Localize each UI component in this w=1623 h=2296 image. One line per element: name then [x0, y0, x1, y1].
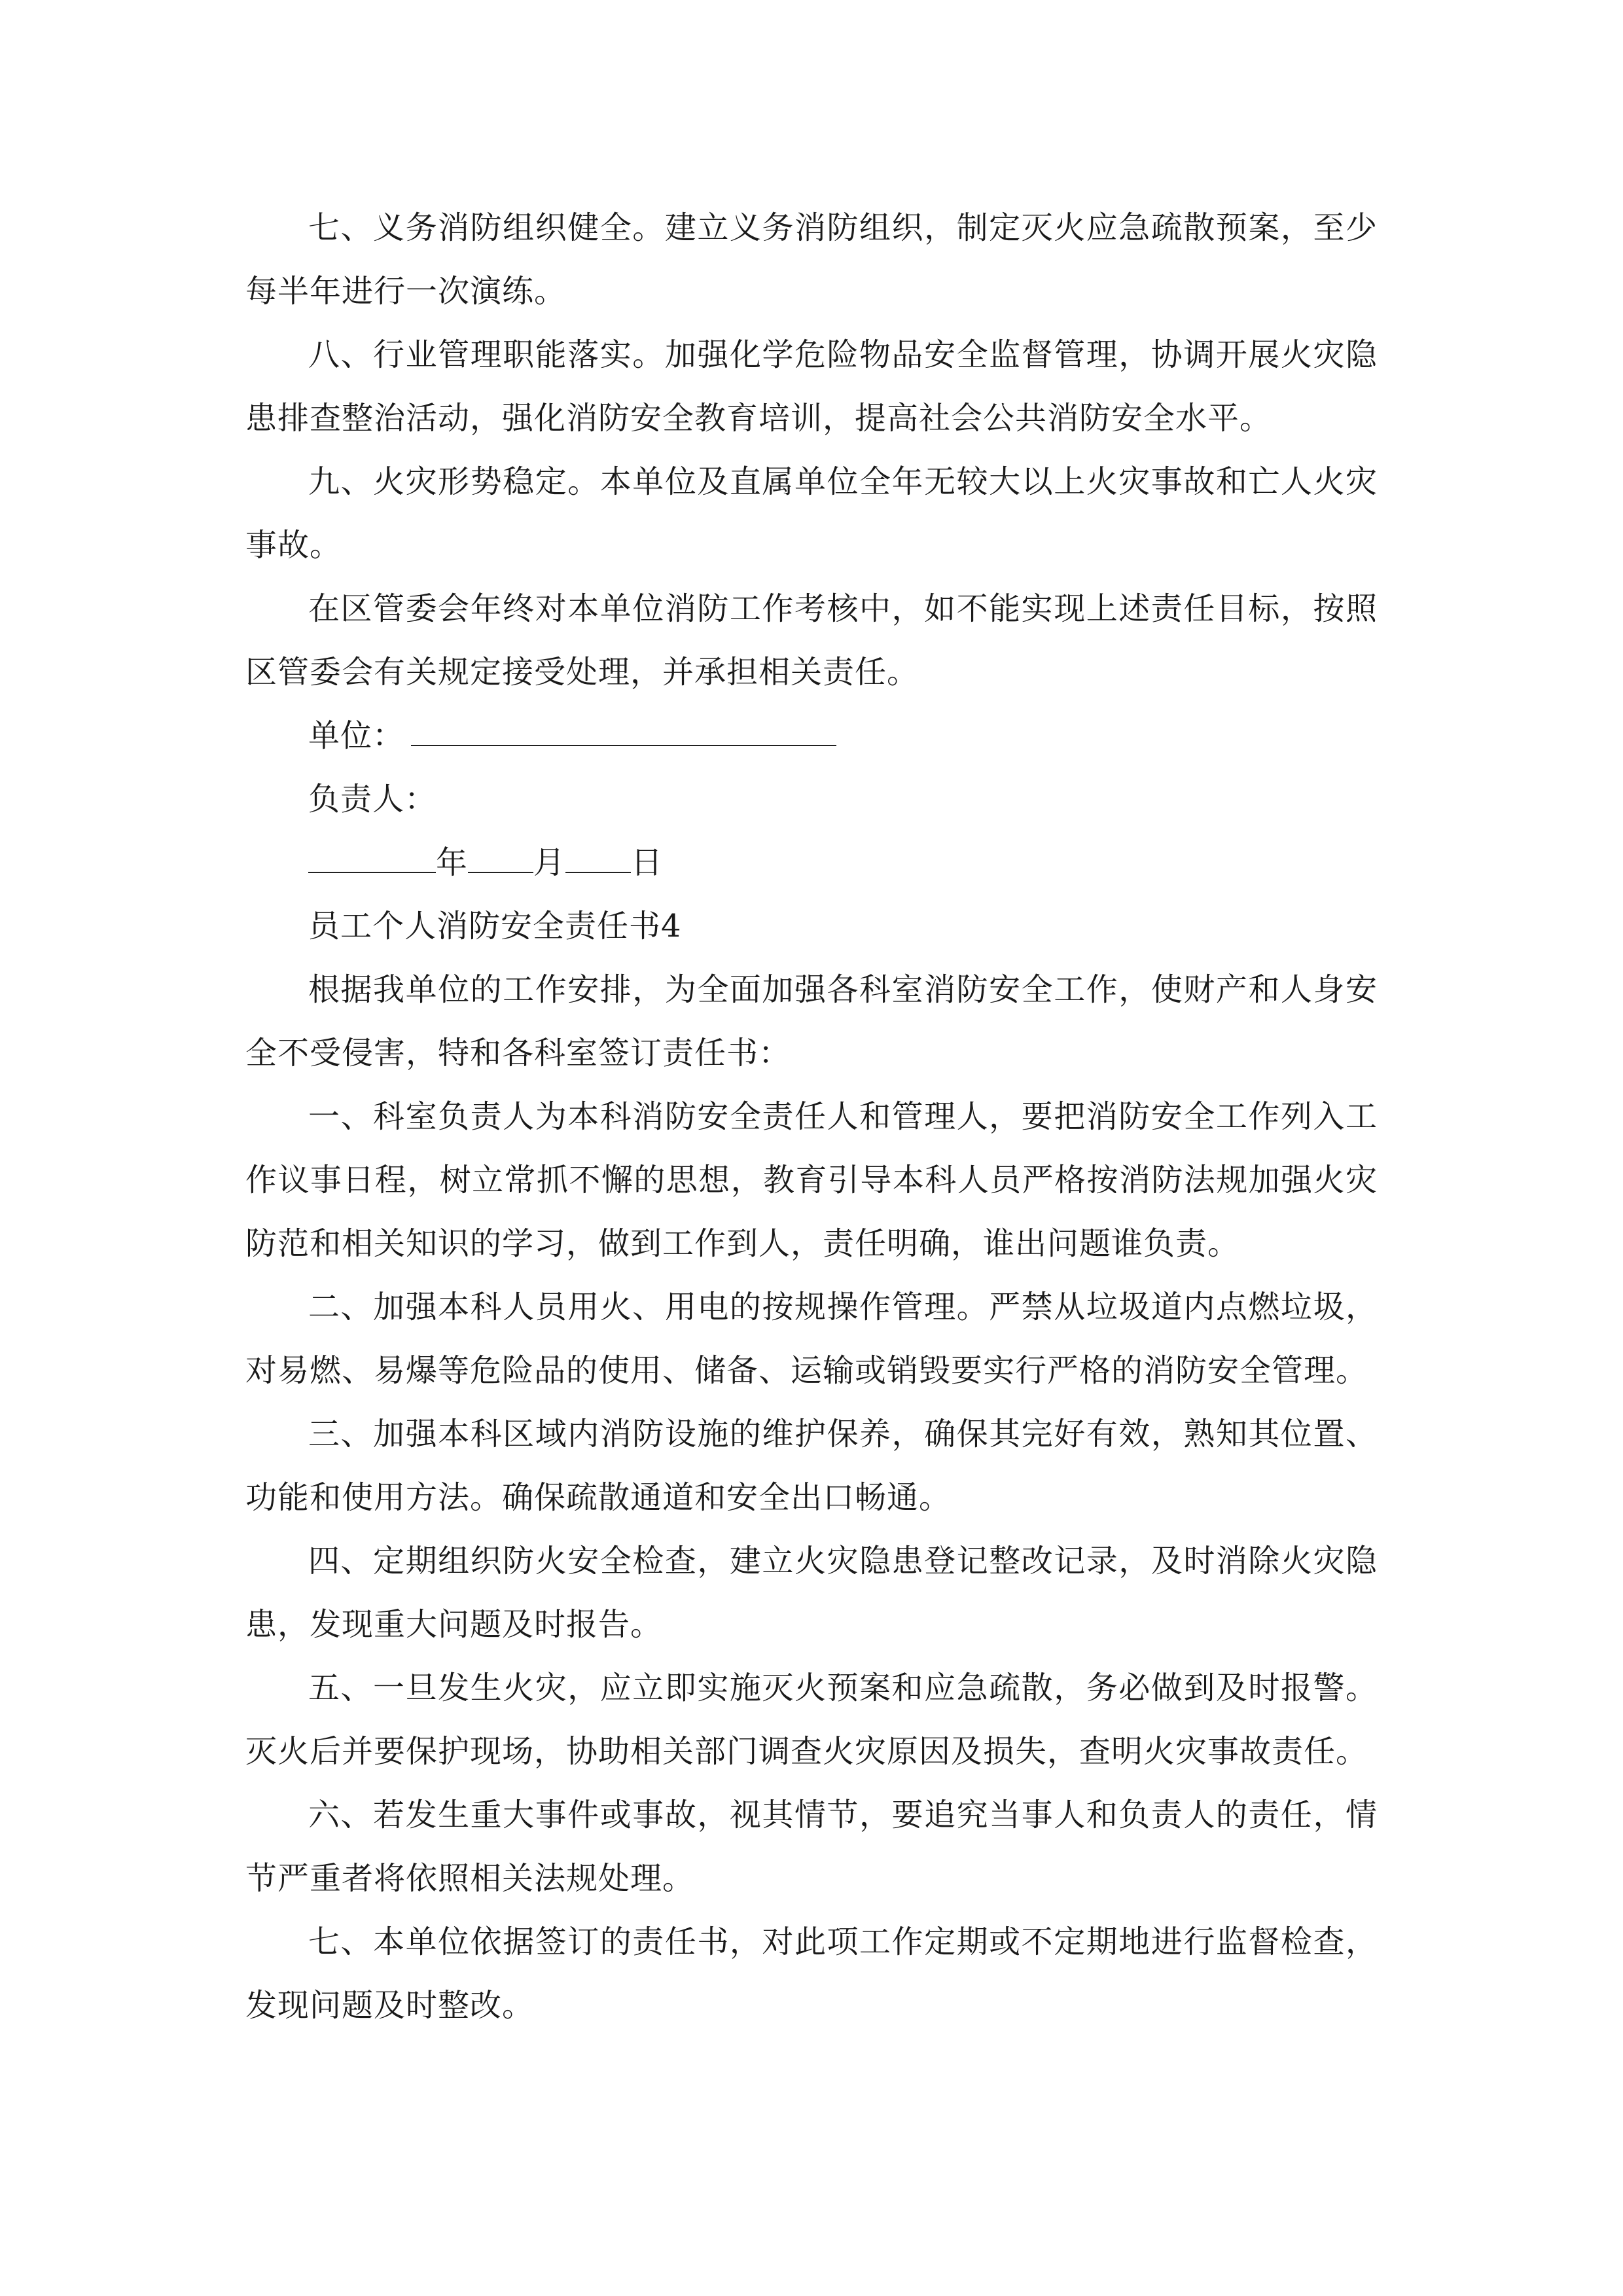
paragraph-item-8: 八、行业管理职能落实。加强化学危险物品安全监督管理，协调开展火灾隐患排查整治活动，强化消防安全教育培训，提高社会公共消防安全水平。 — [245, 336, 1378, 437]
day-blank — [565, 846, 631, 873]
paragraph-item-7: 七、义务消防组织健全。建立义务消防组织，制定灭火应急疏散预案，至少每半年进行一次演练。 — [245, 209, 1378, 310]
paragraph-assessment-clause: 在区管委会年终对本单位消防工作考核中，如不能实现上述责任目标，按照区管委会有关规定接受处理，并承担相关责任。 — [245, 590, 1378, 691]
paragraph-rule-6: 六、若发生重大事件或事故，视其情节，要追究当事人和负责人的责任，情节严重者将依照相关法规处理。 — [245, 1797, 1378, 1897]
unit-blank — [411, 719, 836, 746]
year-blank — [308, 846, 436, 873]
month-blank — [468, 846, 533, 873]
unit-label: 单位： — [308, 717, 405, 754]
day-label: 日 — [631, 844, 664, 881]
section-title: 员工个人消防安全责任书4 — [308, 908, 682, 944]
paragraph-rule-1: 一、科室负责人为本科消防安全责任人和管理人，要把消防安全工作列入工作议事日程，树立常抓不懈的思想，教育引导本科人员严格按消防法规加强火灾防范和相关知识的学习，做到工作到人，责任明确，谁出问题谁负责。 — [245, 1098, 1378, 1262]
signature-date-line — [245, 831, 1378, 895]
paragraph-item-9: 九、火灾形势稳定。本单位及直属单位全年无较大以上火灾事故和亡人火灾事故。 — [245, 463, 1378, 564]
paragraph-rule-4: 四、定期组织防火安全检查，建立火灾隐患登记整改记录，及时消除火灾隐患，发现重大问题及时报告。 — [245, 1543, 1378, 1643]
month-label: 月 — [533, 844, 566, 881]
signature-unit-line — [245, 704, 1378, 768]
paragraph-rule-3: 三、加强本科区域内消防设施的维护保养，确保其完好有效，熟知其位置、功能和使用方法。确保疏散通道和安全出口畅通。 — [245, 1416, 1378, 1516]
paragraph-intro: 根据我单位的工作安排，为全面加强各科室消防安全工作，使财产和人身安全不受侵害，特和各科室签订责任书： — [245, 971, 1378, 1071]
person-label: 负责人： — [308, 781, 437, 817]
document-body — [245, 196, 1378, 2037]
year-label: 年 — [436, 844, 469, 881]
paragraph-rule-5: 五、一旦发生火灾，应立即实施灭火预案和应急疏散，务必做到及时报警。灭火后并要保护现场，协助相关部门调查火灾原因及损失，查明火灾事故责任。 — [245, 1670, 1378, 1770]
paragraph-rule-2: 二、加强本科人员用火、用电的按规操作管理。严禁从垃圾道内点燃垃圾，对易燃、易爆等危险品的使用、储备、运输或销毁要实行严格的消防安全管理。 — [245, 1289, 1378, 1389]
signature-person-line — [245, 768, 1378, 831]
paragraph-rule-7: 七、本单位依据签订的责任书，对此项工作定期或不定期地进行监督检查，发现问题及时整改。 — [245, 1924, 1378, 2024]
